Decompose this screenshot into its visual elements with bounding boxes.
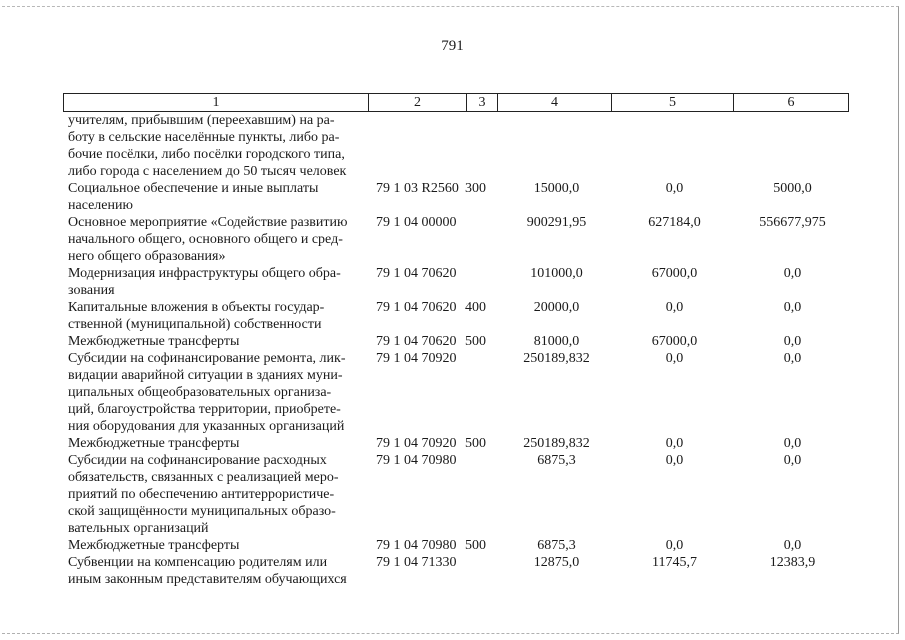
row-col-6: 12383,9 <box>769 555 816 570</box>
row-vr <box>463 554 499 588</box>
row-name-line: Модернизация инфраструктуры общего обра- <box>68 266 341 281</box>
row-name-line: него общего образования» <box>68 249 226 264</box>
table-row <box>63 350 863 435</box>
row-name-line: Межбюджетные трансферты <box>68 436 240 451</box>
table-body <box>63 112 863 588</box>
row-name-line: зования <box>68 283 115 298</box>
row-code: 79 1 04 70920 <box>376 351 457 366</box>
row-name-line: Капитальные вложения в объекты государ- <box>68 300 325 315</box>
row-vr: 500 <box>465 436 486 451</box>
page-number: 791 <box>441 38 464 54</box>
row-vr: 500 <box>465 538 486 553</box>
row-col-4: 20000,0 <box>533 300 580 315</box>
row-col-6: 556677,975 <box>759 215 826 230</box>
row-col-5 <box>614 112 735 180</box>
row-code <box>366 112 463 180</box>
row-vr <box>463 112 499 180</box>
row-name <box>63 452 366 537</box>
row-col-4: 101000,0 <box>530 266 583 281</box>
row-vr <box>463 452 499 537</box>
row-col-4: 6875,3 <box>537 453 576 468</box>
row-col-6: 0,0 <box>783 334 802 349</box>
row-name-line: ципальных общеобразовательных организа- <box>68 385 332 400</box>
header-col-5: 5 <box>612 94 734 111</box>
table-row <box>63 112 863 180</box>
row-col-5: 0,0 <box>665 538 684 553</box>
row-vr <box>463 214 499 265</box>
table-header <box>63 93 849 112</box>
row-code: 79 1 04 70620 <box>376 334 457 349</box>
table-row <box>63 435 863 452</box>
header-col-6: 6 <box>787 95 795 110</box>
row-name-line: вательных организаций <box>68 521 209 536</box>
table-row <box>63 537 863 554</box>
row-name-line: обязательств, связанных с реализацией меро- <box>68 470 339 485</box>
row-name-line: Субсидии на софинансирование расходных <box>68 453 327 468</box>
row-col-5: 627184,0 <box>648 215 701 230</box>
row-name-line: Межбюджетные трансферты <box>68 538 240 553</box>
row-code: 79 1 04 70980 <box>376 538 457 553</box>
row-col-4: 900291,95 <box>526 215 587 230</box>
row-col-4: 81000,0 <box>533 334 580 349</box>
row-col-4: 6875,3 <box>537 538 576 553</box>
row-name <box>63 299 366 333</box>
row-name <box>63 435 366 452</box>
row-name <box>63 350 366 435</box>
header-col-4: 4 <box>498 94 612 111</box>
row-col-6 <box>735 112 850 180</box>
row-name-line: ственной (муниципальной) собственности <box>68 317 322 332</box>
row-col-4: 250189,832 <box>523 436 590 451</box>
row-vr <box>463 265 499 299</box>
table-row <box>63 299 863 333</box>
row-name-line: приятий по обеспечению антитеррористиче- <box>68 487 335 502</box>
row-name-line: ния оборудования для указанных организаций <box>68 419 345 434</box>
row-vr: 500 <box>465 334 486 349</box>
row-col-5: 67000,0 <box>651 266 698 281</box>
row-name <box>63 333 366 350</box>
row-vr: 300 <box>465 181 486 196</box>
row-name-line: учителям, прибывшим (переехавшим) на ра- <box>68 113 335 128</box>
row-col-6: 0,0 <box>783 351 802 366</box>
row-code: 79 1 04 70620 <box>376 266 457 281</box>
row-name-line: либо города с населением до 50 тысяч человек <box>68 164 347 179</box>
row-name <box>63 180 366 214</box>
row-col-6: 0,0 <box>783 436 802 451</box>
row-code: 79 1 04 70980 <box>376 453 457 468</box>
row-name <box>63 537 366 554</box>
row-name-line: Социальное обеспечение и иные выплаты <box>68 181 319 196</box>
row-name-line: населению <box>68 198 133 213</box>
row-name-line: начального общего, основного общего и сред- <box>68 232 343 247</box>
row-vr <box>463 350 499 435</box>
row-code: 79 1 03 R2560 <box>376 181 459 196</box>
row-code: 79 1 04 71330 <box>376 555 457 570</box>
row-col-6: 0,0 <box>783 538 802 553</box>
table-row <box>63 265 863 299</box>
row-col-5: 11745,7 <box>652 555 697 570</box>
row-code: 79 1 04 00000 <box>376 215 457 230</box>
header-col-1: 1 <box>64 94 369 111</box>
row-name-line: бочие посёлки, либо посёлки городского типа, <box>68 147 345 162</box>
header-col-2: 2 <box>369 94 467 111</box>
table-row <box>63 180 863 214</box>
row-name-line: Субвенции на компенсацию родителям или <box>68 555 328 570</box>
row-col-5: 0,0 <box>665 351 684 366</box>
row-col-4: 250189,832 <box>523 351 590 366</box>
header-col-3: 3 <box>467 94 498 111</box>
row-name-line: Субсидии на софинансирование ремонта, лик- <box>68 351 346 366</box>
row-vr: 400 <box>465 300 486 315</box>
row-col-5: 0,0 <box>665 453 684 468</box>
row-name <box>63 554 366 588</box>
row-col-6: 0,0 <box>783 266 802 281</box>
row-name-line: ций, благоустройства территории, приобрете- <box>68 402 341 417</box>
row-col-4: 15000,0 <box>533 181 580 196</box>
row-col-5: 67000,0 <box>651 334 698 349</box>
row-name-line: иным законным представителям обучающихся <box>68 572 347 587</box>
table-row <box>63 214 863 265</box>
row-col-4 <box>499 112 614 180</box>
row-name-line: боту в сельские населённые пункты, либо ра- <box>68 130 340 145</box>
row-col-6: 5000,0 <box>773 181 812 196</box>
row-name-line: Межбюджетные трансферты <box>68 334 240 349</box>
row-col-6: 0,0 <box>783 300 802 315</box>
table-row <box>63 333 863 350</box>
row-name-line: ской защищённости муниципальных образо- <box>68 504 336 519</box>
row-name <box>63 265 366 299</box>
table-row <box>63 452 863 537</box>
row-name-line: видации аварийной ситуации в зданиях муни- <box>68 368 343 383</box>
row-col-6: 0,0 <box>783 453 802 468</box>
row-col-5: 0,0 <box>665 300 684 315</box>
row-col-4: 12875,0 <box>533 555 580 570</box>
row-col-5: 0,0 <box>665 181 684 196</box>
row-col-5: 0,0 <box>665 436 684 451</box>
row-name <box>63 214 366 265</box>
row-code: 79 1 04 70620 <box>376 300 457 315</box>
row-name <box>63 112 366 180</box>
row-code: 79 1 04 70920 <box>376 436 457 451</box>
row-name-line: Основное мероприятие «Содействие развитию <box>68 215 348 230</box>
table-row <box>63 554 863 588</box>
